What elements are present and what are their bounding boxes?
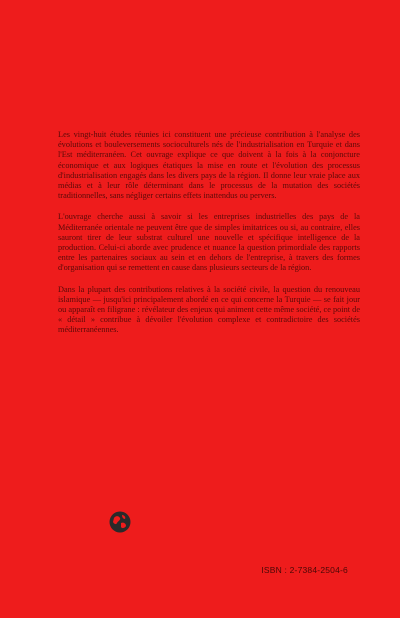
isbn: ISBN : 2-7384-2504-6 xyxy=(261,565,348,575)
globe-logo-icon xyxy=(108,510,132,534)
blurb-paragraph-2: L'ouvrage cherche aussi à savoir si les entreprises industrielles des pays de la Méditerranée orientale ne peuvent être que de simples imitatrices ou si, au contraire, elles sauront tirer de leur substrat culturel une nouvelle et spécifique intelligence de la production. Celui-ci aborde avec prudence et nuance la question primordiale des rapports entre les partenaires sociaux au sein et en dehors de l'entreprise, à travers des formes d'organisation qui se remettent en cause dans plusieurs secteurs de la région. xyxy=(58,212,360,273)
blurb-paragraph-3: Dans la plupart des contributions relatives à la société civile, la question du renouveau islamique — jusqu'ici principalement abordé en ce qui concerne la Turquie — se fait jour ou apparaît en filigrane : révélateur des enjeux qui animent cette même société, ce point de « détail » contribue à dévoiler l'évolution complexe et contradictoire des sociétés méditerranéennes. xyxy=(58,284,360,335)
cover-blurb xyxy=(58,130,360,347)
blurb-paragraph-1: Les vingt-huit études réunies ici constituent une précieuse contribution à l'analyse des évolutions et bouleversements socioculturels nés de l'industrialisation en Turquie et dans l'Est méditerranéen. Cet ouvrage explique ce que doivent à la fois à la conjoncture économique et aux logiques étatiques la mise en route et l'évolution des processus d'industrialisation engagés dans les divers pays de la région. Il donne leur vraie place aux médias et à leur rôle déterminant dans le processus de la mutation des sociétés traditionnelles, sans négliger certains effets inattendus ou pervers. xyxy=(58,130,360,201)
